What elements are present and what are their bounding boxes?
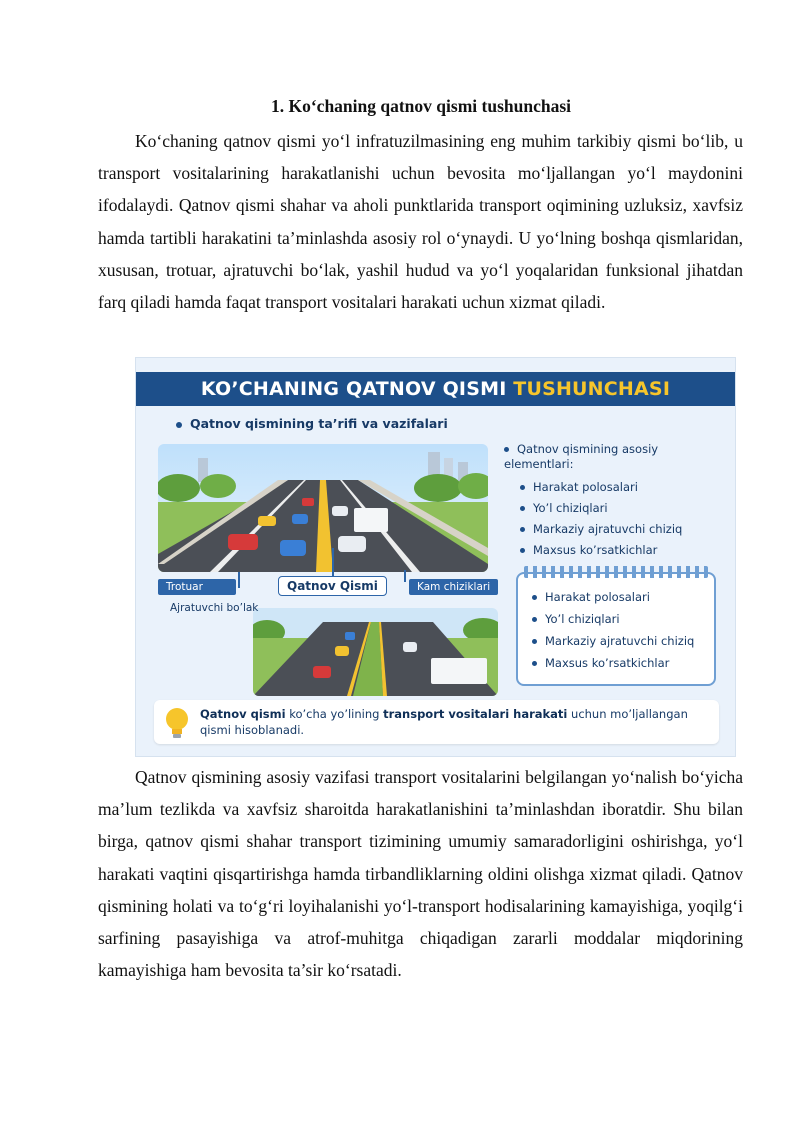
note-item <box>532 656 694 670</box>
leader-line <box>238 572 240 588</box>
list-item-text: Yo’l chiziqlari <box>533 501 608 515</box>
elements-list <box>504 442 724 564</box>
elements-list-title-text: Qatnov qismining asosiy elementlari: <box>504 442 659 471</box>
definition-text-1: ko’cha yo’lining <box>285 707 384 721</box>
figure-subtitle-text: Qatnov qismining ta’rifi va vazifalari <box>190 416 448 431</box>
list-item <box>520 522 724 536</box>
paragraph-intro-text: Ko‘chaning qatnov qismi yo‘l infratuzilmasining eng muhim tarkibiy qismi bo‘lib, u transport vositalarining harakatlanishi uchun bevosita mo‘ljallangan yo‘l maydonini ifodalaydi. Qatnov qismi shahar va aholi punktlarida transport oqimining uzluksiz, xavfsiz hamda tartibli harakatini ta’minlashda asosiy rol o‘ynaydi. U yo‘lning boshqa qismlaridan, xususan, trotuar, ajratuvchi bo‘lak, yashil hudud va yo‘l yoqalaridan funksional jihatdan farq qiladi hamda faqat transport vositalari harakati uchun xizmat qiladi. <box>98 131 743 313</box>
bullet-icon <box>520 506 525 511</box>
bullet-icon <box>532 617 537 622</box>
bullet-icon <box>520 485 525 490</box>
bullet-icon <box>504 447 509 452</box>
note-item-text: Yo’l chiziqlari <box>545 612 620 626</box>
label-qatnov-qismi: Qatnov Qismi <box>278 576 387 596</box>
bullet-icon <box>532 595 537 600</box>
list-item <box>520 480 724 494</box>
note-item <box>532 634 694 648</box>
bullet-icon <box>520 548 525 553</box>
label-trotuar: Trotuar <box>158 579 236 595</box>
figure-title-highlight: TUSHUNCHASI <box>513 378 671 400</box>
bullet-icon <box>520 527 525 532</box>
definition-callout <box>154 700 719 744</box>
note-item <box>532 590 694 604</box>
definition-text <box>200 706 710 738</box>
leader-line <box>404 570 406 582</box>
list-item-text: Harakat polosalari <box>533 480 638 494</box>
label-kam-chiziklari: Kam chiziklari <box>409 579 498 595</box>
definition-bold-1: Qatnov qismi <box>200 707 286 721</box>
definition-bold-2: transport vositalari harakati <box>383 707 568 721</box>
lightbulb-icon <box>162 706 192 740</box>
note-item-text: Harakat polosalari <box>545 590 650 604</box>
note-item-text: Markaziy ajratuvchi chiziq <box>545 634 695 648</box>
list-item <box>520 543 724 557</box>
note-item <box>532 612 694 626</box>
paragraph-functions-text: Qatnov qismining asosiy vazifasi transport vositalarini belgilangan yo‘nalish bo‘yicha ma’lum tezlikda va xavfsiz sharoitda harakatlanishini ta’minlashdan iboratdir. Shu bilan birga, qatnov qismi shahar transport tizimining umumiy samaradorligini oshirishga, yo‘l harakati vaqtini qisqartirishga hamda tirbandliklarning oldini olishga xizmat qiladi. Qatnov qismining holati va to‘g‘ri loyihalanishi yo‘l-transport hodisalarining kamayishiga, yoqilg‘i sarfining pasayishiga va atrof-muhitga chiqadigan zararli moddalar miqdorining kamayishiga ham bevosita ta’sir ko‘rsatadi. <box>98 767 743 981</box>
road-illustration-secondary <box>253 608 498 696</box>
figure-title <box>136 372 735 406</box>
list-item-text: Markaziy ajratuvchi chiziq <box>533 522 683 536</box>
bullet-icon <box>532 639 537 644</box>
leader-line <box>332 548 334 576</box>
notepad-card <box>516 572 716 686</box>
infographic-figure <box>135 357 736 757</box>
figure-subtitle <box>176 416 448 431</box>
elements-list-title <box>504 442 724 472</box>
figure-title-main: KO’CHANING QATNOV QISMI <box>200 378 514 400</box>
paragraph-functions <box>98 761 743 986</box>
note-item-text: Maxsus ko’rsatkichlar <box>545 656 670 670</box>
definition-text-2: uchun mo’ljallangan qismi hisoblanadi. <box>200 707 688 737</box>
bullet-icon <box>176 422 182 428</box>
paragraph-intro <box>98 125 743 318</box>
list-item-text: Maxsus ko’rsatkichlar <box>533 543 658 557</box>
bullet-icon <box>532 661 537 666</box>
notepad-spiral-icon <box>524 566 708 578</box>
label-ajratuvchi: Ajratuvchi bo’lak <box>170 602 259 614</box>
road-illustration-main <box>158 444 488 572</box>
section-heading: 1. Ko‘chaning qatnov qismi tushunchasi <box>270 96 572 116</box>
list-item <box>520 501 724 515</box>
